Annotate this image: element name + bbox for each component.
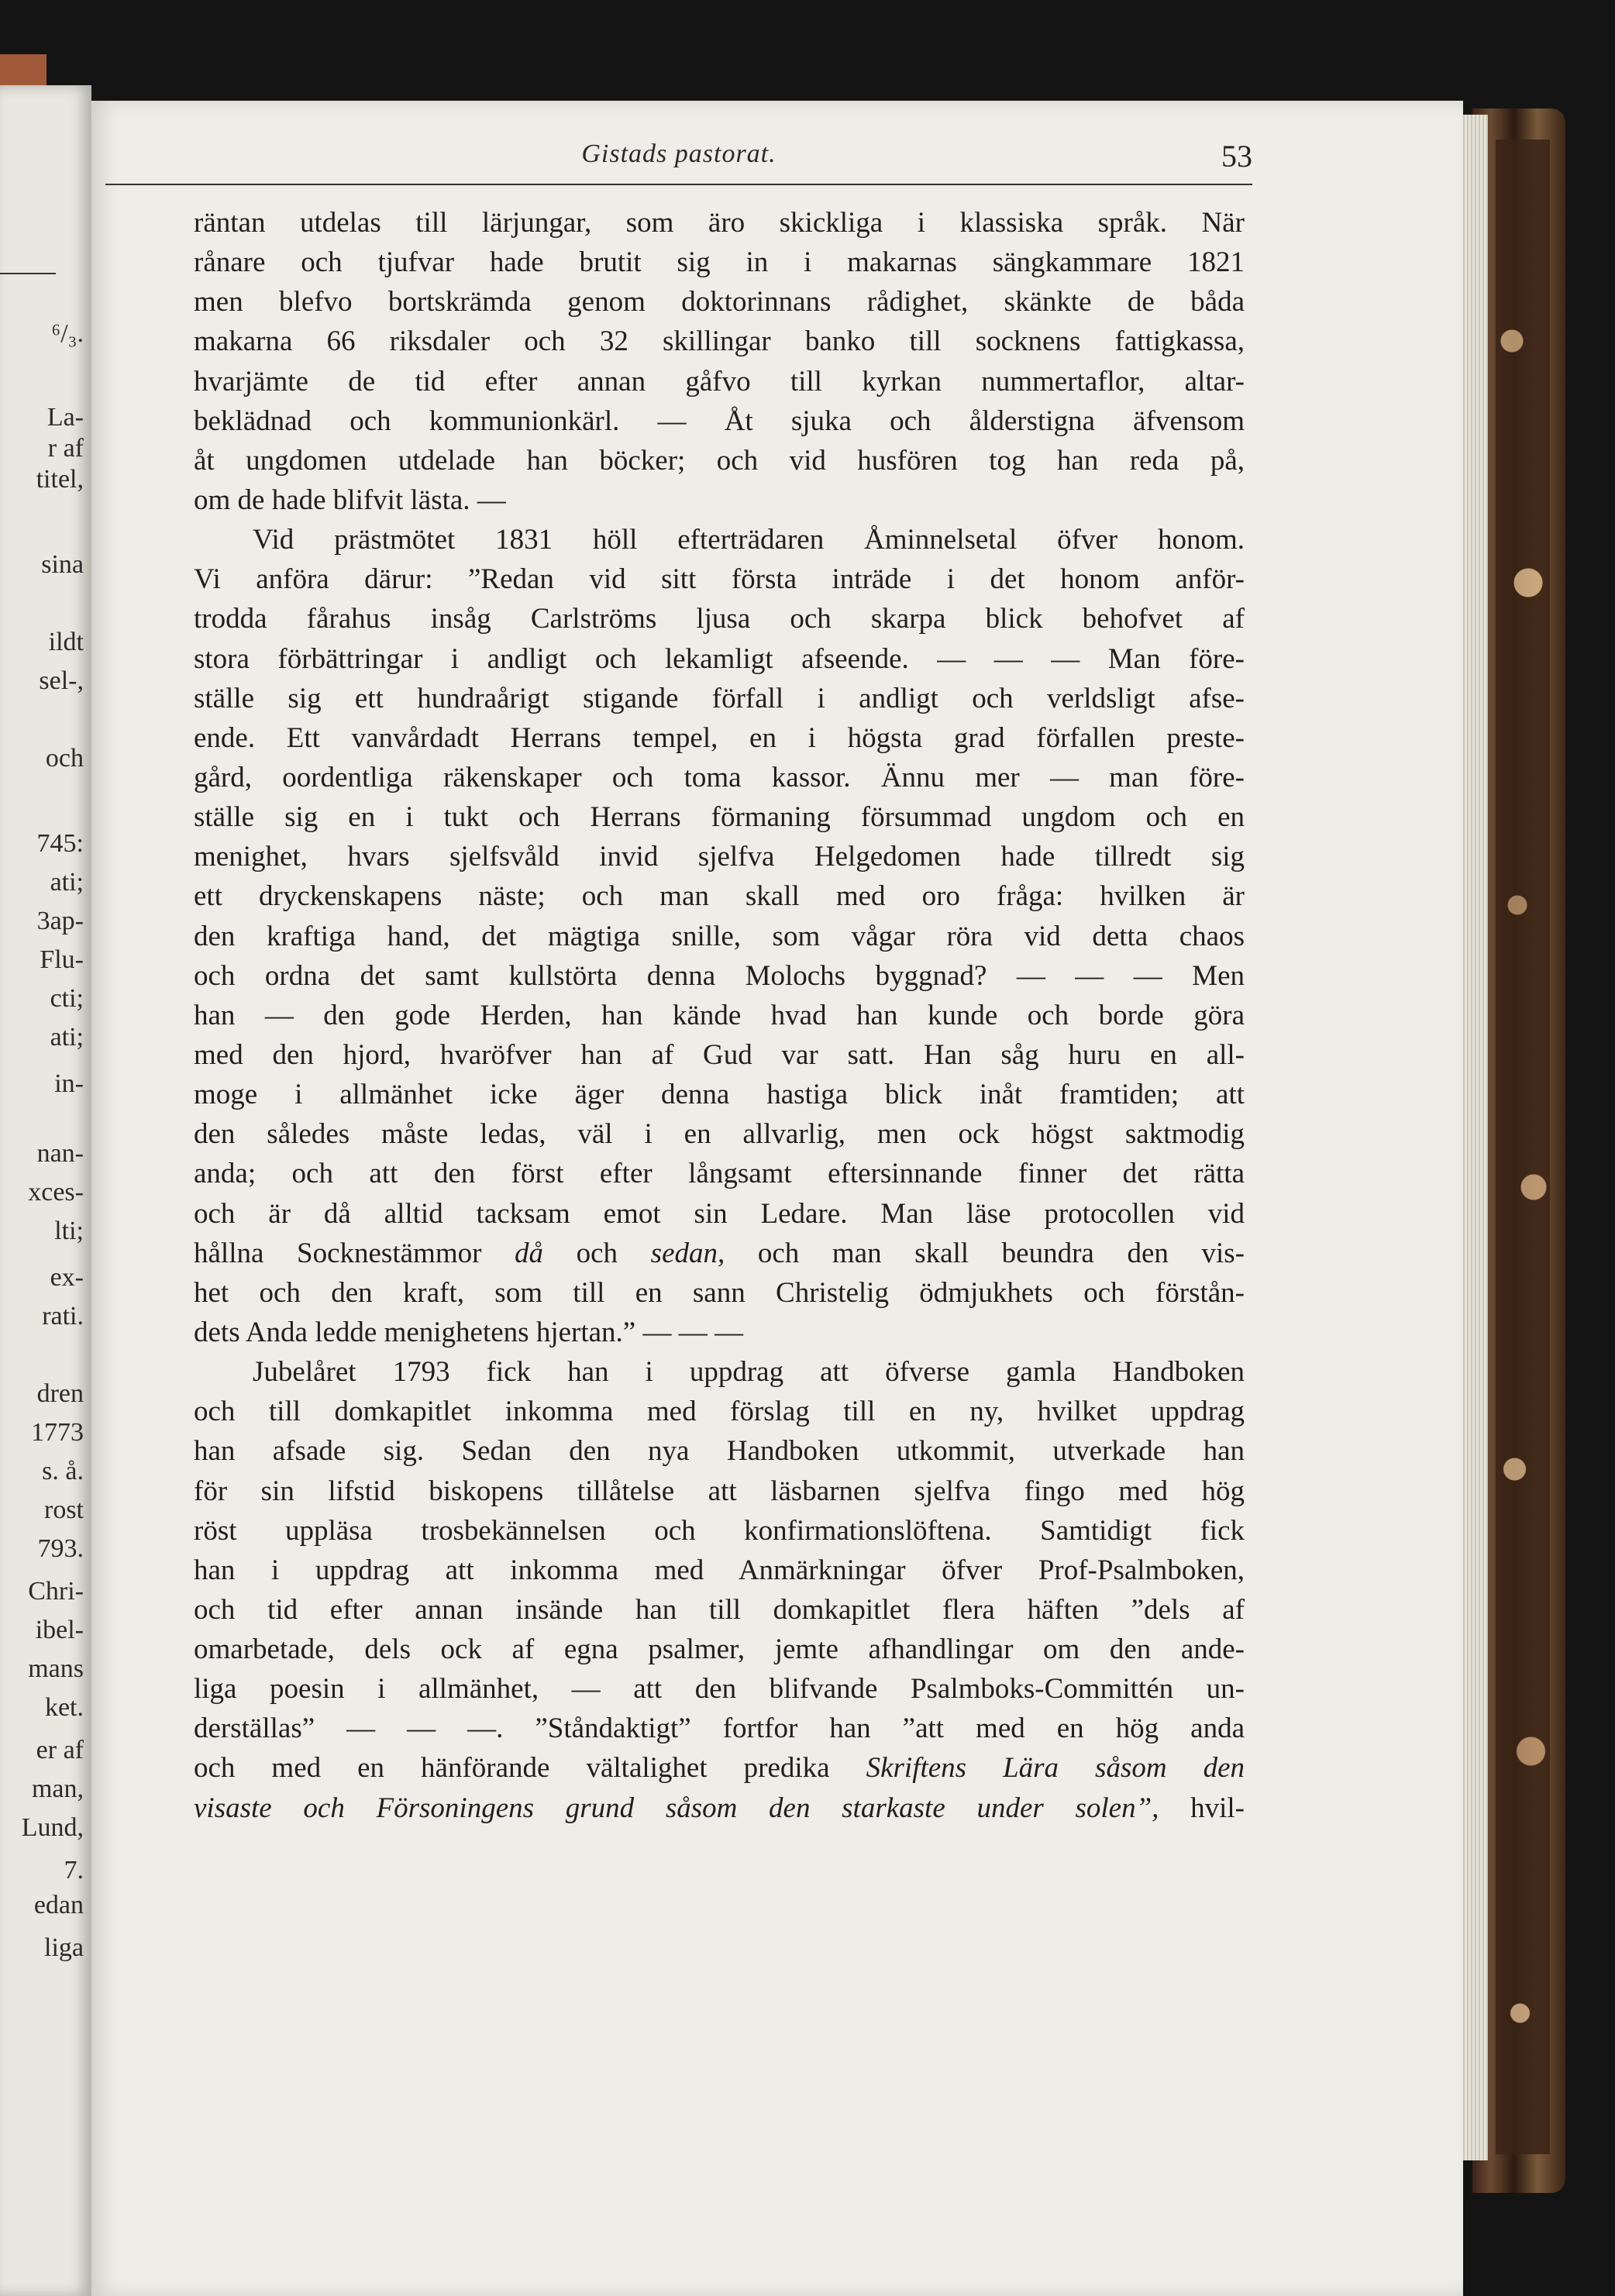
text-line: den således måste ledas, väl i en allvarlig, men ock högst saktmodig [194,1118,1245,1151]
body-text [194,203,1245,1828]
previous-page-line: titel, [36,465,84,494]
previous-page-rule [0,273,56,274]
previous-page-line: Lund, [21,1813,84,1842]
text-line [194,1748,1245,1788]
text-line: och ordna det samt kullstörta denna Molochs byggnad? — — — Men [194,959,1245,992]
previous-page-line: sina [41,550,84,579]
previous-page-line: rati. [42,1302,84,1330]
text-line: och till domkapitlet inkomma med förslag till en ny, hvilket uppdrag [194,1396,1245,1428]
text-line: stora förbättringar i andligt och lekamligt afseende. — — — Man före- [194,642,1245,675]
text-line: röst uppläsa trosbekännelsen och konfirmationslöftena. Samtidigt fick [194,1514,1245,1547]
header-rule [105,184,1252,185]
previous-page-line: ket. [44,1693,84,1722]
italic-text: sedan, [650,1237,725,1269]
previous-page-line: liga [44,1933,84,1962]
text-line: han afsade sig. Sedan den nya Handboken utkommit, utverkade han [194,1435,1245,1468]
previous-page-line: Flu- [40,945,84,974]
text-line: makarna 66 riksdaler och 32 skillingar banko till socknens fattigkassa, [194,325,1245,358]
previous-page-line: ati; [50,1023,84,1052]
text-line: ställe sig ett hundraårigt stigande förfall i andligt och verldsligt afse- [194,682,1245,714]
text-span: och man skall beundra den vis- [725,1237,1245,1269]
text-span: hvil- [1159,1792,1245,1824]
text-line: och är då alltid tacksam emot sin Ledare. Man läse protocollen vid [194,1197,1245,1230]
text-line: hvarjämte de tid efter annan gåfvo till kyrkan nummertaflor, altar- [194,365,1245,398]
previous-page-line: 793. [37,1534,84,1563]
text-line: liga poesin i allmänhet, — att den blifvande Psalmboks-Committén un- [194,1673,1245,1706]
text-line: Vid prästmötet 1831 höll efterträdaren Åminnelsetal öfver honom. [253,524,1245,556]
previous-page-line: La- [46,403,84,432]
italic-text: visaste och Försoningens grund såsom den starkaste under solen”, [194,1792,1159,1824]
previous-page-line: 7. [64,1856,84,1885]
previous-page-line: in- [54,1069,84,1098]
text-line: menighet, hvars sjelfsvåld invid sjelfva Helgedomen hade tillredt sig [194,841,1245,873]
text-line: dets Anda ledde menighetens hjertan.” — — — [194,1316,743,1348]
italic-text: Skriftens Lära såsom den [866,1752,1245,1785]
text-line: men blefvo bortskrämda genom doktorinnans rådighet, skänkte de båda [194,286,1245,318]
text-line: het och den kraft, som till en sann Christelig ödmjukhets och förstån- [194,1276,1245,1309]
text-line: rånare och tjufvar hade brutit sig in i makarnas sängkammare 1821 [194,246,1245,279]
previous-page-line: 3ap- [36,907,84,935]
previous-page-line: rost [44,1496,84,1524]
text-line: ställe sig en i tukt och Herrans förmaning försummad ungdom och en [194,801,1245,834]
previous-page-line: lti; [54,1217,84,1245]
text-line [194,1788,1245,1828]
text-line: gård, oordentliga räkenskaper och toma kassor. Ännu mer — man före- [194,761,1245,793]
previous-page-line: edan [33,1891,84,1919]
text-line: om de hade blifvit lästa. — [194,484,506,516]
italic-text: då [515,1237,544,1269]
previous-page-line: 745: [36,829,84,858]
text-line: han i uppdrag att inkomma med Anmärkningar öfver Prof-Psalmboken, [194,1554,1245,1586]
text-span: och med en hänförande vältalighet predika [194,1752,866,1785]
text-line: den kraftiga hand, det mägtiga snille, som vågar röra vid detta chaos [194,920,1245,952]
previous-page-line: och [45,744,84,773]
previous-page-line: sel-, [39,666,84,695]
previous-page-line: man, [31,1774,84,1803]
text-line: han — den gode Herden, han kände hvad han kunde och borde göra [194,999,1245,1031]
text-line: trodda fårahus insåg Carlströms ljusa och skarpa blick behofvet af [194,603,1245,635]
text-line [194,1234,1245,1273]
text-line: med den hjord, hvaröfver han af Gud var satt. Han såg huru en all- [194,1038,1245,1071]
previous-page-line: nan- [36,1139,84,1168]
previous-page-line: ex- [50,1263,84,1292]
text-line: räntan utdelas till lärjungar, som äro skickliga i klassiska språk. När [194,207,1245,239]
text-line: Vi anföra därur: ”Redan vid sitt första inträde i det honom anför- [194,563,1245,596]
text-line: beklädnad och kommunionkärl. — Åt sjuka och ålderstigna äfvensom [194,404,1245,437]
text-line: åt ungdomen utdelade han böcker; och vid husfören tog han reda på, [194,444,1245,477]
text-span: hållna Socknestämmor [194,1237,515,1269]
previous-page-line: ati; [50,868,84,897]
running-title: Gistads pastorat. [581,139,777,168]
page-header [105,139,1252,186]
text-line: anda; och att den först efter långsamt eftersinnande finner det rätta [194,1158,1245,1190]
previous-page-line: ildt [48,628,84,656]
binding-edge [0,54,46,85]
text-line: för sin lifstid biskopens tillåtelse att läsbarnen sjelfva fingo med hög [194,1475,1245,1507]
text-line: ende. Ett vanvårdadt Herrans tempel, en i högsta grad förfallen preste- [194,721,1245,754]
page-number: 53 [1221,139,1252,174]
previous-page-line: s. å. [42,1457,84,1485]
previous-page-line: dren [36,1379,84,1408]
previous-page-line: Chri- [28,1577,84,1606]
text-line: moge i allmänhet icke äger denna hastiga blick inåt framtiden; att [194,1079,1245,1111]
previous-page-line: r af [47,434,84,463]
previous-page-line: mans [28,1654,84,1683]
text-line: Jubelåret 1793 fick han i uppdrag att öfverse gamla Handboken [253,1356,1245,1389]
text-line: och tid efter annan insände han till domkapitlet flera häften ”dels af [194,1593,1245,1626]
text-line: derställas” — — —. ”Ståndaktigt” fortfor han ”att med en hög anda [194,1713,1245,1745]
previous-page-line: ibel- [35,1616,84,1644]
text-line: omarbetade, dels ock af egna psalmer, jemte afhandlingar om den ande- [194,1633,1245,1666]
previous-page-line: xces- [28,1178,84,1207]
previous-page-line: cti; [50,984,84,1013]
previous-page-line: 1773 [31,1418,84,1447]
text-line: ett dryckenskapens näste; och man skall med oro fråga: hvilken är [194,880,1245,913]
text-span: och [543,1237,651,1269]
previous-page-line: er af [36,1736,84,1764]
previous-page-line: ⁶/₃. [51,319,84,348]
